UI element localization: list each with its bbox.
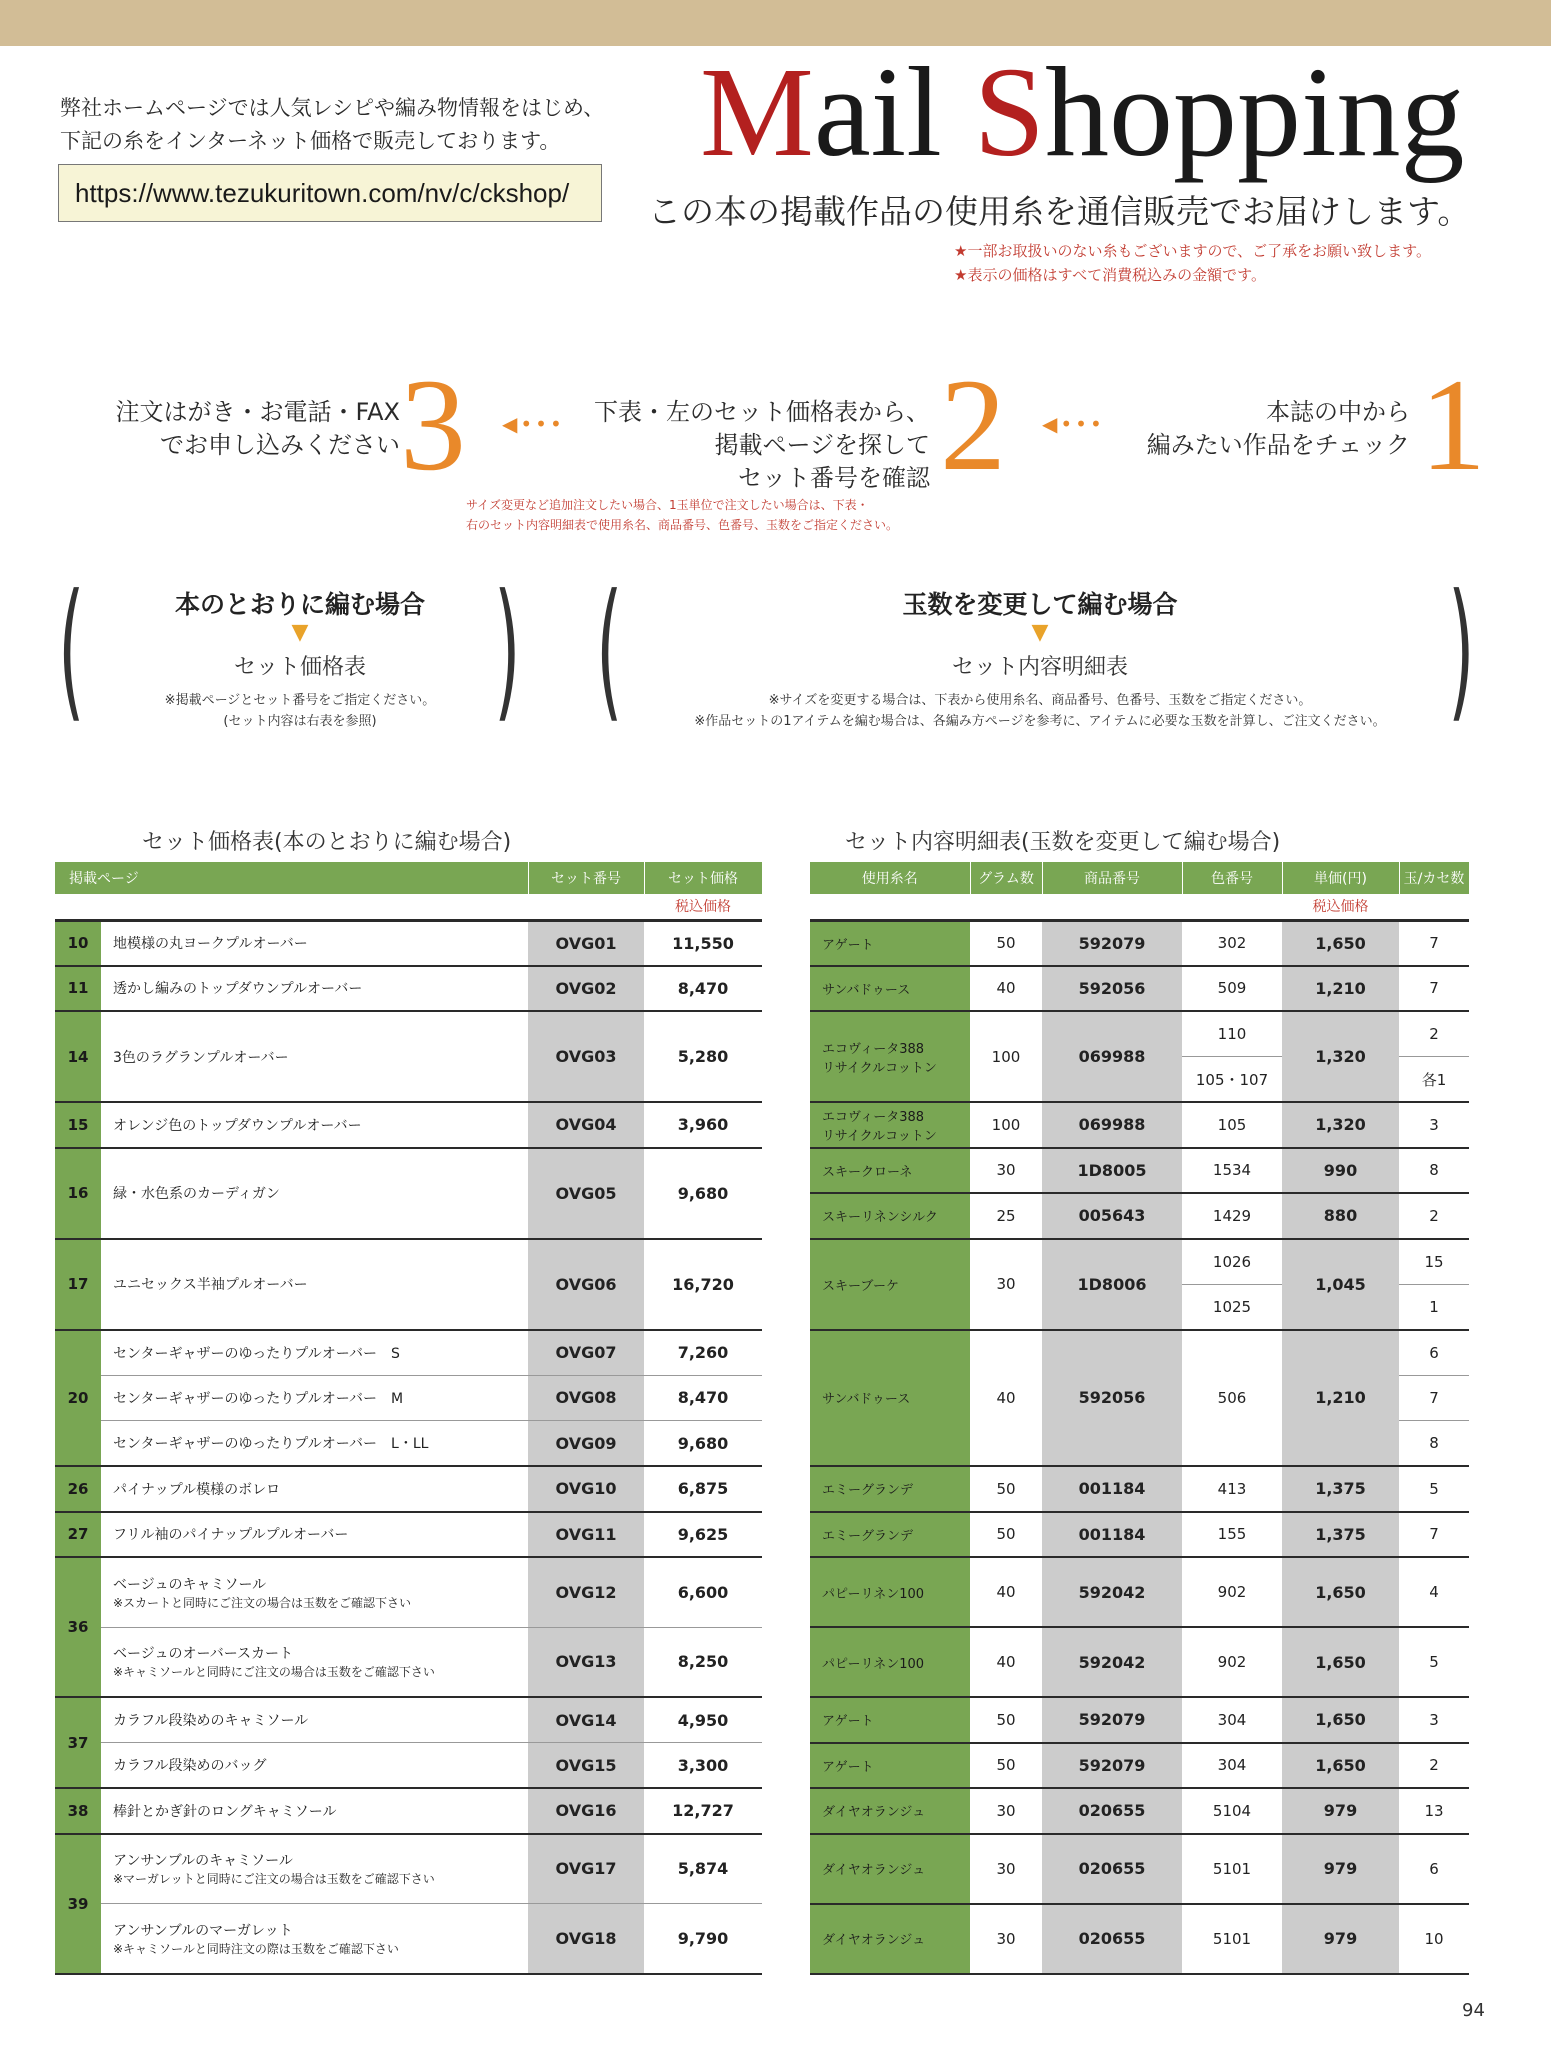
unit-price-cell: 1,320	[1282, 1102, 1399, 1148]
yarn-name: アゲート	[822, 1759, 874, 1775]
set-price-cell: 5,280	[644, 1011, 762, 1102]
table-row	[55, 1697, 762, 1743]
yarn-name: アゲート	[822, 1714, 874, 1730]
product-no-cell: 069988	[1042, 1102, 1182, 1148]
yarn-name-cell	[810, 1102, 970, 1148]
order-note: サイズ変更など追加注文したい場合、1玉単位で注文したい場合は、下表・ 右のセット内容明細表で使用糸名、商品番号、色番号、玉数をご指定ください。	[466, 498, 899, 532]
unit-price-cell: 1,375	[1282, 1466, 1399, 1512]
unit-price-cell: 1,210	[1282, 966, 1399, 1012]
col-balls: 玉/カセ数	[1399, 862, 1469, 894]
yarn-name: サンバドゥース	[822, 982, 911, 998]
balls-cell: 15	[1399, 1239, 1469, 1285]
step-3-number: 3	[400, 351, 466, 498]
set-price-cell: 8,250	[644, 1627, 762, 1697]
set-price-cell: 5,874	[644, 1834, 762, 1904]
table-row	[55, 1627, 762, 1697]
table-row	[55, 920, 762, 966]
set-name-cell	[101, 1904, 528, 1974]
right-table-caption: セット内容明細表(玉数を変更して編む場合)	[845, 830, 1281, 855]
page-cell: 38	[55, 1788, 101, 1834]
table-row	[810, 1788, 1469, 1834]
set-price-cell: 9,680	[644, 1421, 762, 1467]
unit-price-cell: 979	[1282, 1834, 1399, 1904]
unit-price-cell: 990	[1282, 1148, 1399, 1194]
yarn-name-cell	[810, 1627, 970, 1697]
balls-cell: 7	[1399, 920, 1469, 966]
product-no-cell: 592079	[1042, 920, 1182, 966]
set-code-cell: OVG09	[528, 1421, 644, 1467]
set-name: 緑・水色系のカーディガン	[113, 1186, 280, 1202]
table-row	[810, 1011, 1469, 1057]
unit-price-cell: 1,650	[1282, 1697, 1399, 1743]
set-price-table	[55, 862, 763, 1975]
yarn-name: スキーブーケ	[822, 1278, 899, 1294]
table-row	[55, 1421, 762, 1467]
balls-cell: 5	[1399, 1466, 1469, 1512]
table-row	[810, 1697, 1469, 1743]
note-availability: ★一部お取扱いのない糸もございますので、ご了承をお願い致します。	[954, 242, 1431, 260]
gram-cell: 50	[970, 1743, 1042, 1789]
method-right-note: ※サイズを変更する場合は、下表から使用糸名、商品番号、色番号、玉数をご指定ください。 ※作品セットの1アイテムを編む場合は、各編み方ページを参考に、アイテムに必要な玉数を計算し、ご注文ください。	[694, 693, 1386, 729]
set-code-cell: OVG06	[528, 1239, 644, 1330]
page-cell: 37	[55, 1697, 101, 1788]
unit-price-cell: 979	[1282, 1904, 1399, 1974]
balls-cell: 8	[1399, 1148, 1469, 1194]
set-price-cell: 9,625	[644, 1512, 762, 1558]
gram-cell: 30	[970, 1239, 1042, 1330]
page-cell: 11	[55, 966, 101, 1012]
yarn-name-line2: リサイクルコットン	[822, 1128, 937, 1144]
set-name: アンサンブルのキャミソール	[113, 1853, 293, 1870]
step-1-number: 1	[1420, 351, 1486, 498]
col-price: セット価格	[644, 862, 762, 894]
set-code-cell: OVG05	[528, 1148, 644, 1239]
set-code-cell: OVG03	[528, 1011, 644, 1102]
product-no-cell: 020655	[1042, 1834, 1182, 1904]
set-code-cell: OVG08	[528, 1375, 644, 1421]
color-no-cell: 304	[1182, 1697, 1282, 1743]
color-no-cell: 5104	[1182, 1788, 1282, 1834]
method-left-sub: セット価格表	[233, 655, 366, 680]
table-row	[55, 966, 762, 1012]
set-code-cell: OVG13	[528, 1627, 644, 1697]
table-row	[810, 1627, 1469, 1697]
set-name-cell	[101, 1512, 528, 1558]
balls-cell: 10	[1399, 1904, 1469, 1974]
gram-cell: 50	[970, 920, 1042, 966]
table-row	[810, 1904, 1469, 1974]
page-subtitle: この本の掲載作品の使用糸を通信販売でお届けします。	[648, 192, 1471, 231]
set-name: センターギャザーのゆったりプルオーバー M	[113, 1390, 404, 1407]
step-1-text: 本誌の中から 編みたい作品をチェック	[1146, 398, 1410, 459]
set-name-note: ※マーガレットと同時にご注文の場合は玉数をご確認下さい	[113, 1872, 435, 1887]
page-cell: 20	[55, 1330, 101, 1467]
set-price-cell: 7,260	[644, 1330, 762, 1376]
set-name: パイナップル模様のボレロ	[113, 1481, 281, 1498]
balls-cell: 7	[1399, 1512, 1469, 1558]
set-name-cell	[101, 1834, 528, 1904]
table-row	[55, 1148, 762, 1239]
set-price-cell: 3,960	[644, 1102, 762, 1148]
table-row	[55, 1557, 762, 1627]
set-code-cell: OVG11	[528, 1512, 644, 1558]
color-no-cell: 5101	[1182, 1904, 1282, 1974]
set-name-cell	[101, 1627, 528, 1697]
set-name-cell	[101, 1788, 528, 1834]
down-arrow-icon: ▼	[291, 620, 309, 645]
set-price-table-body	[55, 894, 762, 1974]
color-no-cell: 105・107	[1182, 1057, 1282, 1103]
table-row	[55, 1788, 762, 1834]
set-price-cell: 4,950	[644, 1697, 762, 1743]
step-arrow-icon: ◀•••	[1042, 412, 1105, 436]
set-name: ベージュのキャミソール	[113, 1576, 267, 1593]
set-code-cell: OVG15	[528, 1743, 644, 1789]
color-no-cell: 902	[1182, 1627, 1282, 1697]
table-row	[810, 1512, 1469, 1558]
col-gram: グラム数	[970, 862, 1042, 894]
page-cell: 36	[55, 1557, 101, 1697]
color-no-cell: 509	[1182, 966, 1282, 1012]
set-name-cell	[101, 1330, 528, 1376]
set-name: カラフル段染めのキャミソール	[113, 1713, 309, 1729]
yarn-name-cell	[810, 1148, 970, 1194]
yarn-name: アゲート	[822, 937, 874, 953]
table-row	[810, 1102, 1469, 1148]
set-name: アンサンブルのマーガレット	[113, 1922, 293, 1939]
yarn-name: エミーグランデ	[822, 1483, 914, 1499]
gram-cell: 100	[970, 1102, 1042, 1148]
balls-cell: 7	[1399, 966, 1469, 1012]
shop-url-link[interactable]: https://www.tezukuritown.com/nv/c/ckshop/	[58, 164, 602, 222]
method-right-heading: 玉数を変更して編む場合	[902, 590, 1178, 619]
set-code-cell: OVG14	[528, 1697, 644, 1743]
color-no-cell: 1025	[1182, 1284, 1282, 1330]
set-name-cell	[101, 1743, 528, 1789]
unit-price-cell: 1,210	[1282, 1330, 1399, 1467]
set-price-cell: 6,600	[644, 1557, 762, 1627]
color-no-cell: 155	[1182, 1512, 1282, 1558]
yarn-name: サンバドゥース	[822, 1392, 911, 1408]
product-no-cell: 005643	[1042, 1193, 1182, 1239]
yarn-name: スキーリネンシルク	[822, 1210, 938, 1226]
yarn-name-cell	[810, 1697, 970, 1743]
gram-cell: 40	[970, 1330, 1042, 1467]
set-price-cell: 16,720	[644, 1239, 762, 1330]
table-row	[810, 1557, 1469, 1627]
table-row	[810, 1743, 1469, 1789]
col-set-no: セット番号	[528, 862, 644, 894]
gram-cell: 30	[970, 1904, 1042, 1974]
set-price-cell: 8,470	[644, 966, 762, 1012]
gram-cell: 40	[970, 1627, 1042, 1697]
yarn-name: パピーリネン100	[822, 1586, 925, 1602]
col-unit: 単価(円)	[1282, 862, 1399, 894]
set-name: ユニセックス半袖プルオーバー	[113, 1277, 308, 1293]
set-name-cell	[101, 920, 528, 966]
page-title: Mail Shopping	[700, 41, 1465, 183]
product-no-cell: 020655	[1042, 1904, 1182, 1974]
product-no-cell: 020655	[1042, 1788, 1182, 1834]
unit-price-cell: 1,650	[1282, 1627, 1399, 1697]
set-code-cell: OVG10	[528, 1466, 644, 1512]
set-detail-table	[810, 862, 1470, 1975]
product-no-cell: 592042	[1042, 1557, 1182, 1627]
set-price-cell: 11,550	[644, 920, 762, 966]
gram-cell: 40	[970, 1557, 1042, 1627]
gram-cell: 30	[970, 1788, 1042, 1834]
set-name-note: ※キャミソールと同時にご注文の場合は玉数をご確認下さい	[113, 1665, 435, 1680]
set-name: センターギャザーのゆったりプルオーバー L・LL	[113, 1436, 429, 1452]
gram-cell: 50	[970, 1512, 1042, 1558]
color-no-cell: 1429	[1182, 1193, 1282, 1239]
product-no-cell: 592079	[1042, 1743, 1182, 1789]
unit-price-cell: 1,045	[1282, 1239, 1399, 1330]
set-code-cell: OVG16	[528, 1788, 644, 1834]
set-name: 地模様の丸ヨークプルオーバー	[113, 936, 308, 952]
set-name-cell	[101, 1102, 528, 1148]
balls-cell: 2	[1399, 1743, 1469, 1789]
gram-cell: 30	[970, 1148, 1042, 1194]
page-cell: 27	[55, 1512, 101, 1558]
table-row	[810, 1330, 1469, 1376]
unit-price-cell: 880	[1282, 1193, 1399, 1239]
col-page: 掲載ページ	[55, 862, 528, 894]
product-no-cell: 592079	[1042, 1697, 1182, 1743]
yarn-name-cell	[810, 1330, 970, 1467]
table-row	[55, 1743, 762, 1789]
step-2-text: 下表・左のセット価格表から、 掲載ページを探して セット番号を確認	[594, 398, 930, 492]
balls-cell: 3	[1399, 1697, 1469, 1743]
table-row	[810, 920, 1469, 966]
unit-price-cell: 1,650	[1282, 1557, 1399, 1627]
set-name-cell	[101, 1466, 528, 1512]
yarn-name-cell	[810, 1743, 970, 1789]
page-cell: 14	[55, 1011, 101, 1102]
yarn-name: エコヴィータ388	[822, 1109, 925, 1125]
set-price-cell: 6,875	[644, 1466, 762, 1512]
set-price-cell: 9,790	[644, 1904, 762, 1974]
product-no-cell: 592042	[1042, 1627, 1182, 1697]
balls-cell: 4	[1399, 1557, 1469, 1627]
tax-label: 税込価格	[1282, 894, 1399, 920]
table-row	[810, 1466, 1469, 1512]
gram-cell: 30	[970, 1834, 1042, 1904]
product-no-cell: 1D8005	[1042, 1148, 1182, 1194]
step-arrow-icon: ◀•••	[502, 412, 565, 436]
left-paren-close: )	[494, 563, 521, 737]
set-code-cell: OVG17	[528, 1834, 644, 1904]
page-cell: 15	[55, 1102, 101, 1148]
set-price-cell: 8,470	[644, 1375, 762, 1421]
color-no-cell: 5101	[1182, 1834, 1282, 1904]
yarn-name-cell	[810, 966, 970, 1012]
color-no-cell: 302	[1182, 920, 1282, 966]
set-code-cell: OVG18	[528, 1904, 644, 1974]
set-code-cell: OVG12	[528, 1557, 644, 1627]
table-row	[810, 1148, 1469, 1194]
page-cell: 26	[55, 1466, 101, 1512]
balls-cell: 各1	[1399, 1057, 1469, 1103]
unit-price-cell: 1,650	[1282, 920, 1399, 966]
intro-text: 弊社ホームページでは人気レシピや編み物情報をはじめ、 下記の糸をインターネット価格で販売しております。	[60, 96, 605, 153]
table-row	[810, 1834, 1469, 1904]
table-row	[55, 1512, 762, 1558]
gram-cell: 100	[970, 1011, 1042, 1102]
balls-cell: 7	[1399, 1375, 1469, 1421]
unit-price-cell: 1,375	[1282, 1512, 1399, 1558]
table-row	[55, 1239, 762, 1330]
color-no-cell: 304	[1182, 1743, 1282, 1789]
set-name: 3色のラグランプルオーバー	[113, 1049, 289, 1066]
set-name-cell	[101, 1421, 528, 1467]
set-name: 透かし編みのトップダウンプルオーバー	[113, 981, 363, 998]
right-paren-close: )	[1448, 563, 1475, 737]
table-row	[55, 1102, 762, 1148]
gram-cell: 25	[970, 1193, 1042, 1239]
page-cell: 39	[55, 1834, 101, 1974]
gram-cell: 50	[970, 1466, 1042, 1512]
unit-price-cell: 1,650	[1282, 1743, 1399, 1789]
balls-cell: 5	[1399, 1627, 1469, 1697]
table-row	[55, 1330, 762, 1376]
page-cell: 10	[55, 920, 101, 966]
yarn-name: ダイヤオランジュ	[822, 1863, 926, 1878]
yarn-name-cell	[810, 920, 970, 966]
yarn-name: エミーグランデ	[822, 1528, 914, 1544]
col-yarn: 使用糸名	[810, 862, 970, 894]
set-code-cell: OVG02	[528, 966, 644, 1012]
set-name-note: ※スカートと同時にご注文の場合は玉数をご確認下さい	[113, 1595, 412, 1610]
col-color: 色番号	[1182, 862, 1282, 894]
page-number: 94	[1462, 2000, 1485, 2021]
product-no-cell: 069988	[1042, 1011, 1182, 1102]
balls-cell: 3	[1399, 1102, 1469, 1148]
product-no-cell: 592056	[1042, 966, 1182, 1012]
set-name: センターギャザーのゆったりプルオーバー S	[113, 1345, 400, 1362]
balls-cell: 6	[1399, 1330, 1469, 1376]
set-name-cell	[101, 1239, 528, 1330]
balls-cell: 13	[1399, 1788, 1469, 1834]
yarn-name-cell	[810, 1193, 970, 1239]
yarn-name-cell	[810, 1904, 970, 1974]
table-row	[55, 1375, 762, 1421]
note-tax: ★表示の価格はすべて消費税込みの金額です。	[954, 266, 1266, 284]
yarn-name-cell	[810, 1788, 970, 1834]
set-price-cell: 3,300	[644, 1743, 762, 1789]
yarn-name-cell	[810, 1557, 970, 1627]
gram-cell: 40	[970, 966, 1042, 1012]
right-paren-open: (	[596, 563, 623, 737]
set-name: オレンジ色のトップダウンプルオーバー	[113, 1117, 362, 1134]
table-row	[810, 1193, 1469, 1239]
color-no-cell: 1026	[1182, 1239, 1282, 1285]
table-row	[810, 1239, 1469, 1285]
color-no-cell: 902	[1182, 1557, 1282, 1627]
balls-cell: 1	[1399, 1284, 1469, 1330]
yarn-name-line2: リサイクルコットン	[822, 1060, 937, 1076]
table-row	[55, 1011, 762, 1102]
table-row	[55, 1904, 762, 1974]
table-row	[55, 1834, 762, 1904]
down-arrow-icon: ▼	[1031, 620, 1049, 645]
gram-cell: 50	[970, 1697, 1042, 1743]
set-code-cell: OVG04	[528, 1102, 644, 1148]
set-name-note: ※キャミソールと同時注文の際は玉数をご確認下さい	[113, 1941, 399, 1956]
left-paren-open: (	[58, 563, 85, 737]
color-no-cell: 413	[1182, 1466, 1282, 1512]
color-no-cell: 105	[1182, 1102, 1282, 1148]
set-name: ベージュのオーバースカート	[113, 1646, 294, 1663]
balls-cell: 2	[1399, 1011, 1469, 1057]
yarn-name: エコヴィータ388	[822, 1041, 925, 1057]
table-row	[810, 966, 1469, 1012]
product-no-cell: 001184	[1042, 1512, 1182, 1558]
set-name-cell	[101, 1148, 528, 1239]
set-price-cell: 9,680	[644, 1148, 762, 1239]
yarn-name-cell	[810, 1011, 970, 1102]
yarn-name: スキークローネ	[822, 1164, 913, 1180]
set-name-cell	[101, 1375, 528, 1421]
page-cell: 17	[55, 1239, 101, 1330]
step-2-number: 2	[940, 351, 1006, 498]
table-row	[55, 1466, 762, 1512]
left-table-caption: セット価格表(本のとおりに編む場合)	[142, 830, 512, 855]
set-name-cell	[101, 1557, 528, 1627]
set-code-cell: OVG01	[528, 920, 644, 966]
method-right-sub: セット内容明細表	[951, 655, 1128, 680]
set-price-cell: 12,727	[644, 1788, 762, 1834]
balls-cell: 6	[1399, 1834, 1469, 1904]
set-code-cell: OVG07	[528, 1330, 644, 1376]
color-no-cell: 110	[1182, 1011, 1282, 1057]
tax-label: 税込価格	[644, 894, 762, 920]
yarn-name: パピーリネン100	[822, 1656, 925, 1672]
product-no-cell: 1D8006	[1042, 1239, 1182, 1330]
balls-cell: 8	[1399, 1421, 1469, 1467]
set-name: カラフル段染めのバッグ	[113, 1758, 267, 1774]
product-no-cell: 592056	[1042, 1330, 1182, 1467]
yarn-name: ダイヤオランジュ	[822, 1933, 926, 1948]
unit-price-cell: 1,320	[1282, 1011, 1399, 1102]
yarn-name: ダイヤオランジュ	[822, 1805, 926, 1821]
balls-cell: 2	[1399, 1193, 1469, 1239]
set-name-cell	[101, 966, 528, 1012]
yarn-name-cell	[810, 1239, 970, 1330]
color-no-cell: 1534	[1182, 1148, 1282, 1194]
col-product: 商品番号	[1042, 862, 1182, 894]
set-detail-table-body	[810, 894, 1469, 1974]
set-name-cell	[101, 1011, 528, 1102]
method-left-heading: 本のとおりに編む場合	[174, 590, 425, 619]
step-3-text: 注文はがき・お電話・FAX でお申し込みください	[115, 398, 400, 459]
top-band	[0, 0, 1551, 46]
set-name-cell	[101, 1697, 528, 1743]
color-no-cell: 506	[1182, 1330, 1282, 1467]
unit-price-cell: 979	[1282, 1788, 1399, 1834]
page-cell: 16	[55, 1148, 101, 1239]
method-left-note: ※掲載ページとセット番号をご指定ください。 (セット内容は右表を参照)	[164, 693, 436, 729]
set-name: フリル袖のパイナップルプルオーバー	[113, 1527, 349, 1544]
yarn-name-cell	[810, 1466, 970, 1512]
yarn-name-cell	[810, 1834, 970, 1904]
set-name: 棒針とかぎ針のロングキャミソール	[113, 1803, 337, 1820]
yarn-name-cell	[810, 1512, 970, 1558]
product-no-cell: 001184	[1042, 1466, 1182, 1512]
